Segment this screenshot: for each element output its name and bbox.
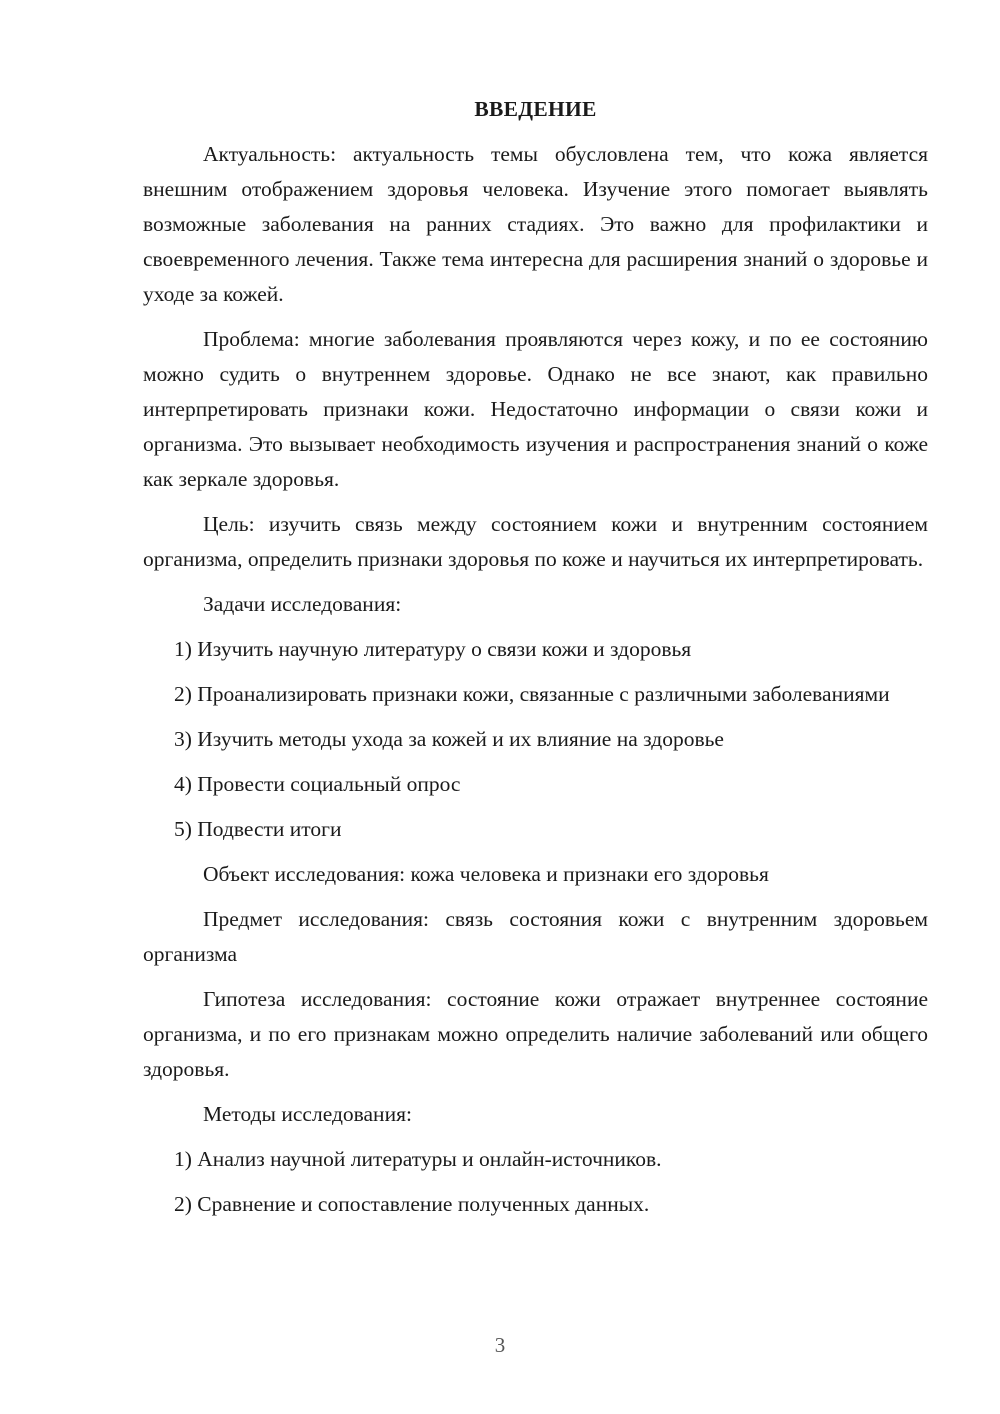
paragraph-hypothesis: Гипотеза исследования: состояние кожи отражает внутреннее состояние организма, и по его признакам можно определить наличие заболеваний или общего здоровья. (143, 987, 928, 1081)
list-item: 2) Проанализировать признаки кожи, связанные с различными заболеваниями (174, 682, 890, 706)
page-title: ВВЕДЕНИЕ (474, 97, 597, 121)
paragraph-relevance: Актуальность: актуальность темы обусловлена тем, что кожа является внешним отображением здоровья человека. Изучение этого помогает выявлять возможные заболевания на ранних стадиях. Это важно для профилактики и своевременного лечения. Также тема интересна для расширения знаний о здоровье и уходе за кожей. (143, 142, 928, 306)
paragraph-subject: Предмет исследования: связь состояния кожи с внутренним здоровьем организма (143, 907, 928, 966)
list-item: 1) Изучить научную литературу о связи кожи и здоровья (174, 637, 692, 661)
tasks-heading: Задачи исследования: (203, 592, 402, 616)
page-number: 3 (494, 1333, 506, 1357)
list-item: 3) Изучить методы ухода за кожей и их влияние на здоровье (174, 727, 724, 751)
list-item: 4) Провести социальный опрос (174, 772, 461, 796)
list-item: 2) Сравнение и сопоставление полученных данных. (174, 1192, 650, 1216)
list-item: 5) Подвести итоги (174, 817, 342, 841)
document-page (143, 92, 928, 1232)
paragraph-goal: Цель: изучить связь между состоянием кожи и внутренним состоянием организма, определить признаки здоровья по коже и научиться их интерпретировать. (143, 512, 928, 571)
paragraph-problem: Проблема: многие заболевания проявляются через кожу, и по ее состоянию можно судить о внутреннем здоровье. Однако не все знают, как правильно интерпретировать признаки кожи. Недостаточно информации о связи кожи и организма. Это вызывает необходимость изучения и распространения знаний о коже как зеркале здоровья. (143, 327, 928, 491)
list-item: 1) Анализ научной литературы и онлайн-источников. (174, 1147, 662, 1171)
paragraph-object: Объект исследования: кожа человека и признаки его здоровья (203, 862, 769, 886)
methods-heading: Методы исследования: (203, 1102, 412, 1126)
